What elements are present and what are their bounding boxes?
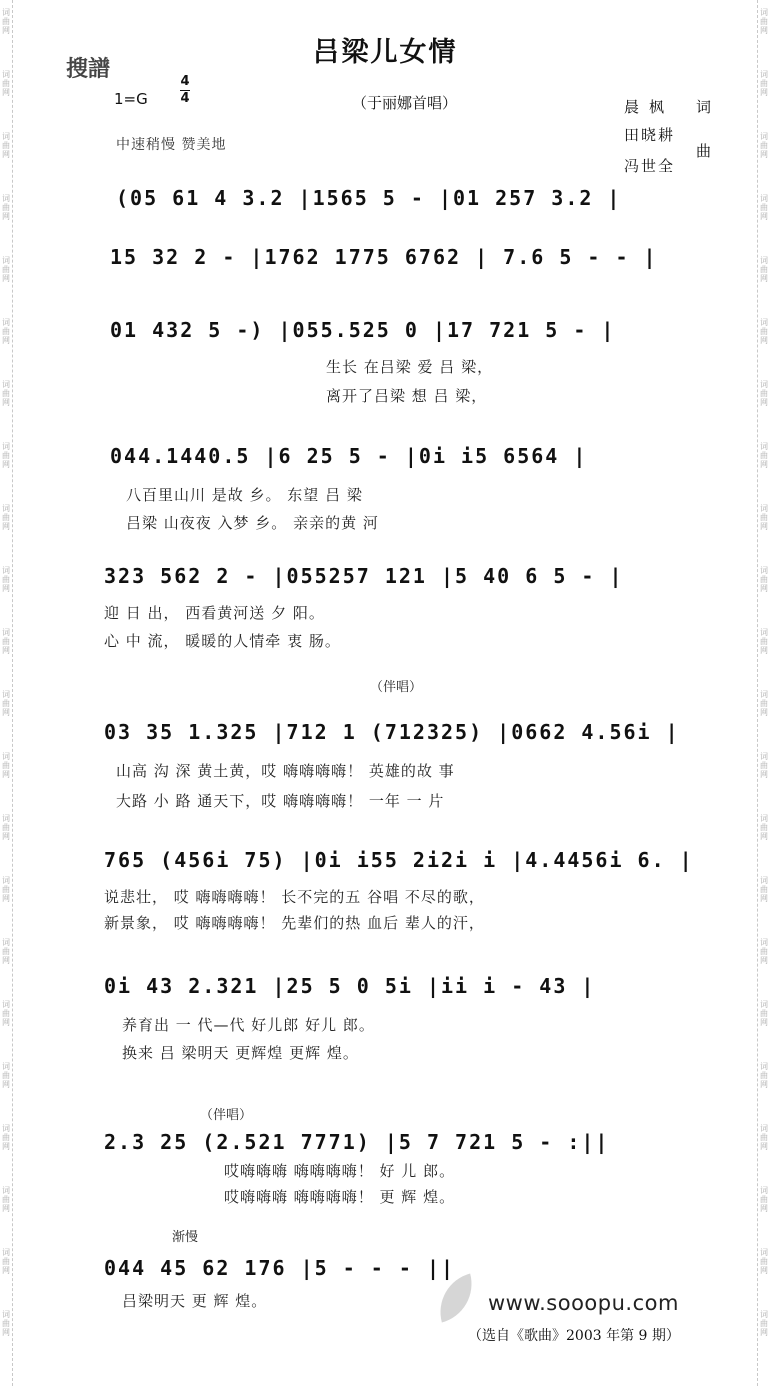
composer-name: 田晓耕 xyxy=(624,126,676,144)
margin-watermark-text: 词 曲 网 xyxy=(2,1186,10,1213)
margin-watermark-text: 词 曲 网 xyxy=(760,70,768,97)
margin-watermark-text: 词 曲 网 xyxy=(2,938,10,965)
singer-note: （于丽娜首唱） xyxy=(352,94,458,112)
margin-watermark-text: 词 曲 网 xyxy=(2,876,10,903)
composer-name: 冯世全 xyxy=(624,157,676,175)
score-row-6: 03 35 1.325 |712 1 (712325) |0662 4.56i | xyxy=(104,720,680,744)
lyric-line: 吕梁明天 更 辉 煌。 xyxy=(122,1292,268,1310)
margin-watermark-text: 词 曲 网 xyxy=(760,256,768,283)
lyric-line: 生长 在吕梁 爱 吕 梁， xyxy=(326,358,494,376)
lyric-line: 养育出 一 代—代 好儿郎 好儿 郎。 xyxy=(122,1016,375,1034)
margin-watermark-text: 词 曲 网 xyxy=(760,1186,768,1213)
lyricist-name: 晨枫 xyxy=(624,98,675,116)
score-row-8: 0i 43 2.321 |25 5 0 5i |ii i - 43 | xyxy=(104,974,596,998)
margin-watermark-text: 词 曲 网 xyxy=(760,380,768,407)
sooopu-logo: 搜譜 xyxy=(66,57,111,82)
margin-watermark-text: 词 曲 网 xyxy=(2,1310,10,1337)
left-margin-watermark xyxy=(0,0,13,1386)
lyricist-role: 词 xyxy=(696,98,722,116)
margin-watermark-text: 词 曲 网 xyxy=(760,1124,768,1151)
margin-watermark-text: 词 曲 网 xyxy=(760,8,768,35)
margin-watermark-text: 词 曲 网 xyxy=(2,1248,10,1275)
margin-watermark-text: 词 曲 网 xyxy=(760,318,768,345)
margin-watermark-text: 词 曲 网 xyxy=(2,752,10,779)
margin-watermark-text: 词 曲 网 xyxy=(2,814,10,841)
margin-watermark-text: 词 曲 网 xyxy=(760,132,768,159)
margin-watermark-text: 词 曲 网 xyxy=(2,1124,10,1151)
score-row-4: 044.1440.5 |6 25 5 - |0i i5 6564 | xyxy=(110,444,588,468)
score-row-2: 15 32 2 - |1762 1775 6762 | 7.6 5 - - | xyxy=(110,245,658,269)
margin-watermark-text: 词 曲 网 xyxy=(2,194,10,221)
lyric-line: 换来 吕 梁明天 更辉煌 更辉 煌。 xyxy=(122,1044,359,1062)
lyric-line: 哎嗨嗨嗨 嗨嗨嗨嗨！ 好 儿 郎。 xyxy=(224,1162,456,1180)
lyric-line: 吕梁 山夜夜 入梦 乡。 亲亲的黄 河 xyxy=(126,514,379,532)
lyric-line: 迎 日 出， 西看黄河送 夕 阳。 xyxy=(104,604,325,622)
margin-watermark-text: 词 曲 网 xyxy=(760,1248,768,1275)
score-row-9: 2.3 25 (2.521 7771) |5 7 721 5 - :|| xyxy=(104,1130,610,1154)
song-title: 吕梁儿女情 xyxy=(312,37,458,68)
margin-watermark-text: 词 曲 网 xyxy=(2,132,10,159)
margin-watermark-text: 词 曲 网 xyxy=(2,70,10,97)
score-row-7: 765 (456i 75) |0i i55 2i2i i |4.4456i 6. | xyxy=(104,848,694,872)
score-row-10: 044 45 62 176 |5 - - - || xyxy=(104,1256,456,1280)
lyric-line: 大路 小 路 通天下，哎 嗨嗨嗨嗨！ 一年 一 片 xyxy=(116,792,445,810)
score-row-3: 01 432 5 -) |055.525 0 |17 721 5 - | xyxy=(110,318,616,342)
margin-watermark-text: 词 曲 网 xyxy=(760,628,768,655)
lyric-line: 新景象， 哎 嗨嗨嗨嗨！ 先辈们的热 血后 辈人的汗， xyxy=(104,914,485,932)
source-citation: （选自《歌曲》2003 年第 9 期） xyxy=(468,1328,680,1344)
key-signature: 1=G xyxy=(114,90,148,108)
score-row-1: (05 61 4 3.2 |1565 5 - |01 257 3.2 | xyxy=(116,186,622,210)
margin-watermark-text: 词 曲 网 xyxy=(2,256,10,283)
score-row-5: 323 562 2 - |055257 121 |5 40 6 5 - | xyxy=(104,564,624,588)
margin-watermark-text: 词 曲 网 xyxy=(2,380,10,407)
margin-watermark-text: 词 曲 网 xyxy=(2,628,10,655)
lyric-line: 八百里山川 是故 乡。 东望 吕 梁 xyxy=(126,486,363,504)
margin-watermark-text: 词 曲 网 xyxy=(760,1310,768,1337)
margin-watermark-text: 词 曲 网 xyxy=(2,1000,10,1027)
margin-watermark-text: 词 曲 网 xyxy=(760,814,768,841)
tempo-marking: 中速稍慢 赞美地 xyxy=(116,137,227,153)
accompaniment-label: （伴唱） xyxy=(370,680,423,695)
site-leaf-logo xyxy=(432,1274,481,1323)
margin-watermark-text: 词 曲 网 xyxy=(760,752,768,779)
website-url: www.sooopu.com xyxy=(488,1291,679,1315)
margin-watermark-text: 词 曲 网 xyxy=(2,690,10,717)
margin-watermark-text: 词 曲 网 xyxy=(760,442,768,469)
margin-watermark-text: 词 曲 网 xyxy=(2,1062,10,1089)
lyric-line: 山高 沟 深 黄土黄，哎 嗨嗨嗨嗨！ 英雄的故 事 xyxy=(116,762,455,780)
margin-watermark-text: 词 曲 网 xyxy=(760,1062,768,1089)
lyric-line: 离开了吕梁 想 吕 梁， xyxy=(326,387,488,405)
margin-watermark-text: 词 曲 网 xyxy=(2,566,10,593)
right-margin-watermark xyxy=(757,0,770,1386)
accompaniment-label: （伴唱） xyxy=(200,1108,253,1123)
lyric-line: 说悲壮， 哎 嗨嗨嗨嗨！ 长不完的五 谷唱 不尽的歌， xyxy=(104,888,485,906)
margin-watermark-text: 词 曲 网 xyxy=(760,1000,768,1027)
lyric-line: 哎嗨嗨嗨 嗨嗨嗨嗨！ 更 辉 煌。 xyxy=(224,1188,456,1206)
margin-watermark-text: 词 曲 网 xyxy=(2,318,10,345)
composer-role: 曲 xyxy=(696,142,722,160)
time-signature: 4 4 xyxy=(180,74,190,106)
margin-watermark-text: 词 曲 网 xyxy=(2,8,10,35)
margin-watermark-text: 词 曲 网 xyxy=(760,938,768,965)
margin-watermark-text: 词 曲 网 xyxy=(760,504,768,531)
margin-watermark-text: 词 曲 网 xyxy=(2,504,10,531)
margin-watermark-text: 词 曲 网 xyxy=(760,566,768,593)
lyric-line: 心 中 流， 暖暖的人情牵 衷 肠。 xyxy=(104,632,341,650)
margin-watermark-text: 词 曲 网 xyxy=(2,442,10,469)
margin-watermark-text: 词 曲 网 xyxy=(760,194,768,221)
tempo-change-label: 渐慢 xyxy=(172,1230,199,1245)
margin-watermark-text: 词 曲 网 xyxy=(760,876,768,903)
margin-watermark-text: 词 曲 网 xyxy=(760,690,768,717)
